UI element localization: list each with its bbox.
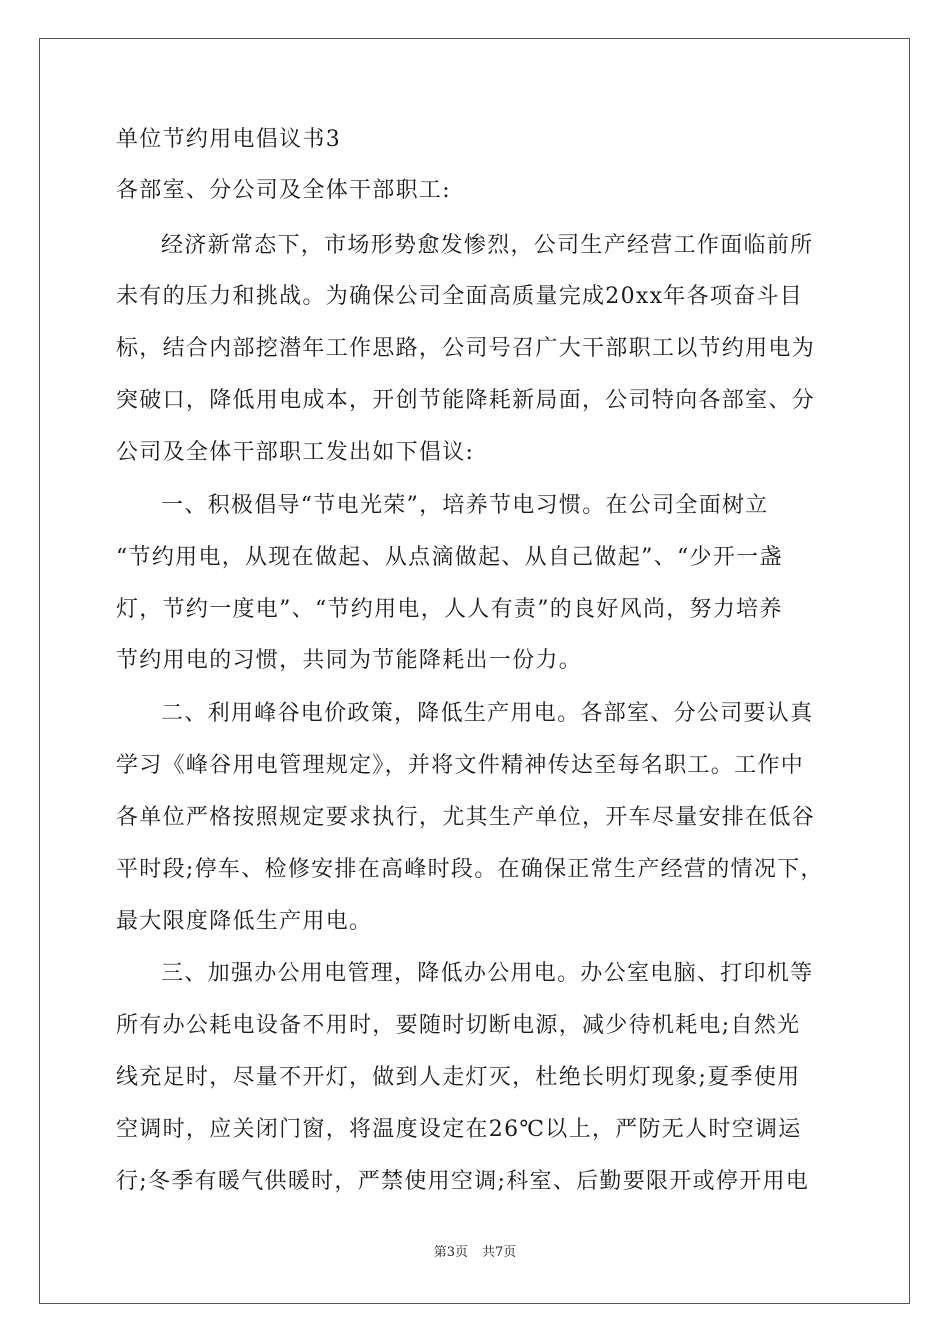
body-text-line: 各单位严格按照规定要求执行，尤其生产单位，开车尽量安排在低谷 (116, 805, 816, 830)
body-text-line: 线充足时，尽量不开灯，做到人走灯灭，杜绝长明灯现象;夏季使用 (116, 1065, 801, 1090)
body-text-line: 一、积极倡导“节电光荣”，培养节电习惯。在公司全面树立 (161, 493, 769, 518)
body-text-line: 平时段;停车、检修安排在高峰时段。在确保正常生产经营的情况下， (116, 857, 824, 882)
page-number-total: 共7页 (482, 1245, 517, 1260)
body-text-line: 空调时，应关闭门窗，将温度设定在26℃以上，严防无人时空调运 (116, 1117, 802, 1142)
body-text-line: 学习《峰谷用电管理规定》，并将文件精神传达至每名职工。工作中 (116, 753, 805, 778)
body-text-line: 标，结合内部挖潜年工作思路，公司号召广大干部职工以节约用电为 (116, 336, 816, 361)
body-text-line: 未有的压力和挑战。为确保公司全面高质量完成20xx年各项奋斗目 (116, 284, 804, 309)
body-text-line: 行;冬季有暖气供暖时，严禁使用空调;科室、后勤要限开或停开用电 (116, 1169, 810, 1194)
body-text-line: 最大限度降低生产用电。 (116, 909, 373, 934)
body-text-line: 公司及全体干部职工发出如下倡议: (116, 440, 475, 465)
page-footer (0, 1245, 950, 1261)
body-text-line: 三、加强办公用电管理，降低办公用电。办公室电脑、打印机等 (161, 961, 814, 986)
body-text-line: 二、利用峰谷电价政策，降低生产用电。各部室、分公司要认真 (161, 701, 814, 726)
salutation: 各部室、分公司及全体干部职工: (116, 178, 451, 203)
body-text-line: 灯，节约一度电”、“节约用电，人人有责”的良好风尚，努力培养 (116, 597, 783, 622)
body-text-line: “节约用电，从现在做起、从点滴做起、从自己做起”、“少开一盏 (116, 545, 783, 570)
page-number-current: 第3页 (433, 1245, 468, 1260)
body-text-line: 所有办公耗电设备不用时，要随时切断电源，减少待机耗电;自然光 (116, 1013, 801, 1038)
document-title: 单位节约用电倡议书3 (116, 127, 341, 152)
body-text-line: 节约用电的习惯，共同为节能降耗出一份力。 (116, 648, 583, 673)
body-text-line: 经济新常态下，市场形势愈发惨烈，公司生产经营工作面临前所 (161, 233, 814, 258)
body-text-line: 突破口，降低用电成本，开创节能降耗新局面，公司特向各部室、分 (116, 388, 816, 413)
